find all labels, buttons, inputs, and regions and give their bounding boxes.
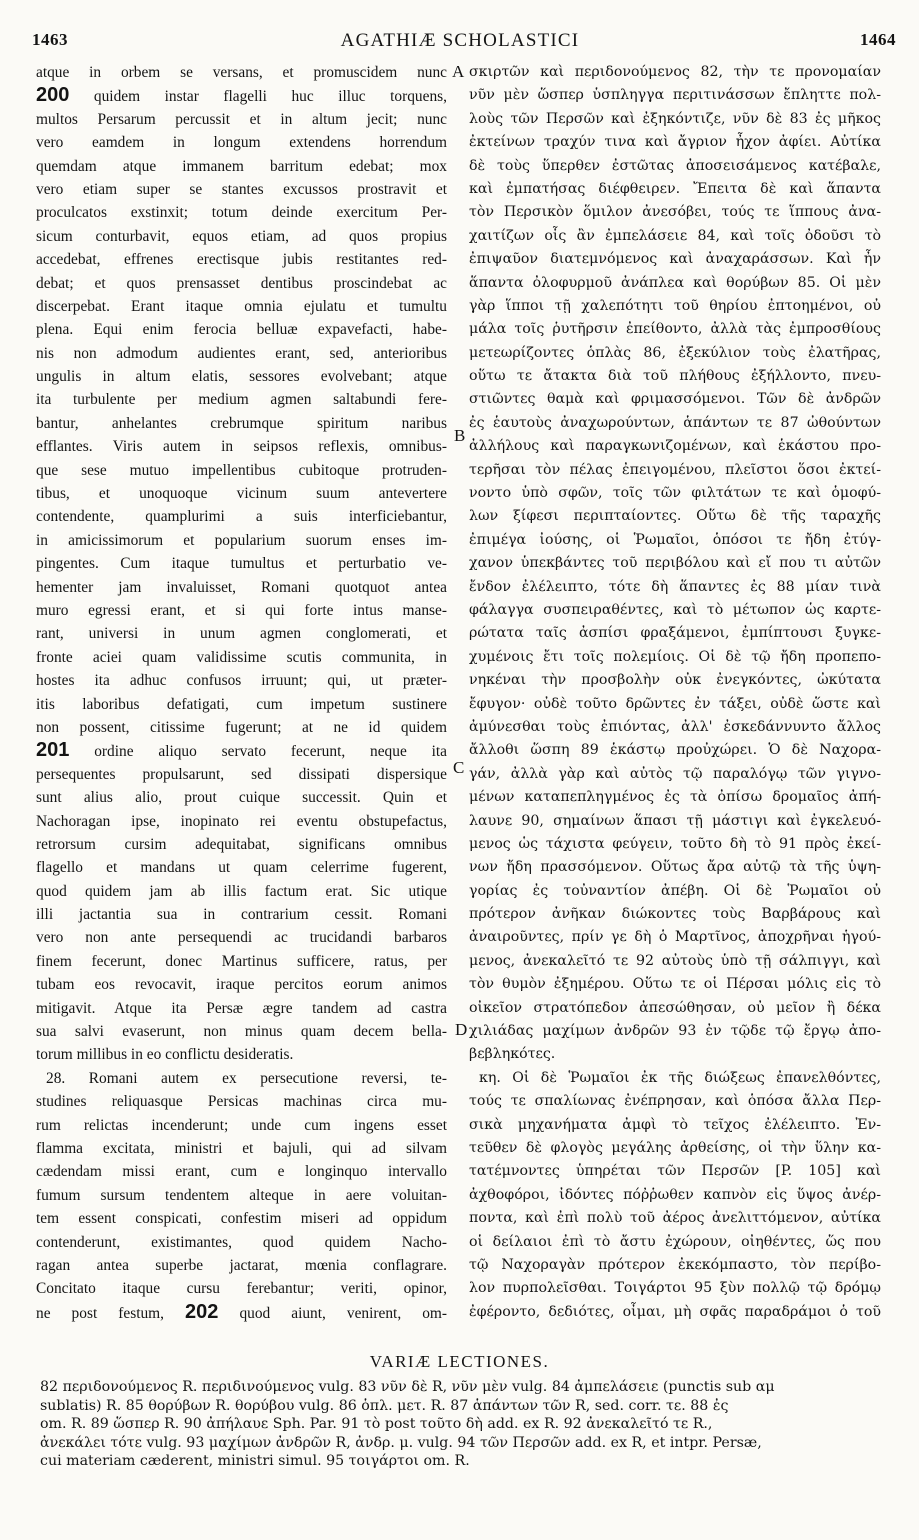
latin-text-line: ita turbulente per medium agmen saltabundi fere-	[36, 391, 447, 409]
latin-text-line: hementer jam invaluisset, Romani quotquot antea	[36, 578, 447, 596]
latin-text-line: ragan antea superbe jactarat, mœnia conflagrare.	[36, 1256, 447, 1274]
greek-text-line: οὕτω τε ἄτακτα διὰ τοῦ πλήθους ἐξήλλοντο, πνευ-	[469, 368, 881, 385]
page-number-left: 1463	[32, 30, 68, 49]
greek-text-line: μετεωρίζοντες ὁπλὰς 86, ἐξεκύλιον τοὺς ἐλατῆρας,	[469, 344, 881, 361]
latin-text-line: studines reliquasque Persicas machinas circa mu-	[36, 1093, 447, 1111]
greek-text-line: ἐφέροντο, δεδιότες, οἶμαι, μὴ σφᾶς παραδράμοι ὁ τοῦ	[469, 1303, 881, 1320]
latin-text-line: contendente, quamplurimi a suis interficiebantur,	[36, 508, 447, 526]
latin-text-line: rum relictas incenderunt; unde cum ingens esset	[36, 1116, 447, 1134]
greek-column	[469, 61, 881, 1351]
margin-letter-d: D	[455, 1020, 468, 1039]
variant-reading-line: om. R. 89 ὥσπερ R. 90 ἀπήλαυε Sph. Par. 91 τὸ post τοῦτο δὴ add. ex R. 92 ἀνεκαλεῖτό τε R.,	[40, 1416, 713, 1433]
greek-text-line: νηκέναι τὴν προσβολὴν οὐκ ἐνεγκόντες, ὠκύτατα	[469, 672, 881, 689]
latin-column	[36, 61, 447, 1351]
greek-text-line: τατέμνοντες ὑπηρέται τῶν Περσῶν [P. 105] καὶ	[469, 1163, 881, 1180]
greek-text-line: νων ἤδη πρασσόμενον. Οὕτως ἄρα αὐτῷ τὰ τῆς ὑψη-	[469, 859, 881, 876]
greek-text-line: γορίας ἐς τοὐναντίον ἀπέβη. Οἱ δὲ Ῥωμαῖοι οὐ	[469, 882, 881, 899]
latin-text-line: flagello et mandans ut quam celerrime fugerent,	[36, 859, 447, 877]
greek-text-line: τῷ Ναχοραγὰν πρότερον ἐκεκόμπαστο, τὸν περίβο-	[469, 1256, 881, 1273]
greek-text-line: χαιτίζων οἷς ἂν ἐμπελάσειε 84, καὶ τοῖς ὀδοῦσι τὸ	[469, 227, 881, 244]
greek-text-line: οἱ δείλαιοι ἐπὶ τὸ ἄστυ ἐχώρουν, οἰηθέντες, ὥς που	[469, 1233, 881, 1250]
latin-text-line: vero non ante persequendi ac trucidandi barbaros	[36, 929, 447, 947]
greek-text-line: σικὰ μηχανήματα ἀμφὶ τὸ τεῖχος ἐλέλειπτο. Ἐν-	[469, 1116, 881, 1133]
latin-text-line: hostes ita adhuc confusos irruunt; qui, ut præter-	[36, 672, 447, 690]
variant-reading-line: cui materiam cæderent, ministri simul. 95 τοιγάρτοι om. R.	[40, 1453, 470, 1470]
latin-text-line: ungulis in altum elatis, sessores evolvebant; atque	[36, 368, 447, 386]
latin-text-line: itis laboribus defatigati, cum impetum sustinere	[36, 695, 447, 713]
latin-text-line: contenderunt, existimantes, quod quidem Nacho-	[36, 1233, 447, 1251]
latin-text-line: finem fecerunt, donec Martinus sufficere, ratus, per	[36, 952, 447, 970]
greek-text-line: ἐς ἑαυτοὺς ἀναχωρούντων, ἁπάντων τε 87 ὠθούντων	[469, 414, 881, 431]
latin-text-line: torum millibus in eo conflictu desideratis.	[36, 1046, 294, 1064]
greek-text-line: βεβληκότες.	[469, 1046, 556, 1063]
margin-letter-b: B	[454, 426, 466, 445]
greek-text-line: ἄλλοθι ὥσπη 89 ἑκάστῳ προὐχώρει. Ὁ δὲ Ναχορα-	[469, 742, 881, 759]
latin-text-line: efflantes. Viris autem in seipsos reflexis, omnibus-	[36, 438, 447, 456]
latin-text-line: sua salvi evaserunt, non minus quam decem bella-	[36, 1023, 447, 1041]
greek-text-line: ἔφυγον· οὐδὲ τοῦτο δρῶντες ἐν τάξει, οὐδὲ ὥστε καὶ	[469, 695, 881, 712]
greek-text-line: τερῆσαι τὸν πέλας ἐπειγομένου, πλεῖστοι ὅσοι ἐκτεί-	[469, 461, 881, 478]
latin-text-line: sunt alius alio, prout cuique successit. Quin et	[36, 789, 447, 807]
latin-text-line: cædendam missi erant, cum e longinquo intervallo	[36, 1163, 447, 1181]
greek-text-line: τούς τε σπαλίωνας ἐνέπρησαν, καὶ ὁπόσα ἄλλα Περ-	[469, 1093, 881, 1110]
greek-text-line: φάλαγγα συσπειραθέντες, καὶ τὸ μέτωπον ὡς καρτε-	[469, 601, 881, 618]
greek-text-line: ἅπαντα ὀλοφυρμοῦ ἀνάπλεα καὶ θορύβων 85. Οἱ μὲν	[469, 274, 881, 291]
greek-text-line: μενος ὡς τάχιστα φεύγειν, τοῦτο δὴ τὸ 91 πρὸς ἐκεί-	[469, 835, 881, 852]
latin-text-line: persequentes propulsarunt, sed dissipati dispersique	[36, 765, 447, 783]
latin-text-line: pingentes. Cum itaque tumultus et perturbatio ve-	[36, 555, 447, 573]
greek-text-line: ἐπιμέγα ἰούσης, οἱ Ῥωμαῖοι, ὁπόσοι τε ἤδη ἐτύγ-	[469, 531, 881, 548]
greek-text-line: ἀμύνεσθαι τοὺς ἐπιόντας, ἀλλ' ἐσκεδάννυντο ἄλλος	[469, 718, 881, 735]
latin-text-line: que sese mutuo impellentibus cubitoque protruden-	[36, 461, 447, 479]
latin-text-line: non possent, citissime fugerunt; at ne id quidem	[36, 718, 447, 736]
greek-text-line: νῦν μὲν ὥσπερ ὑσπληγγα περιτινάσσων ἔπληττε πολ-	[469, 87, 881, 104]
greek-text-line: τεῦθεν δὲ φλογὸς μεγάλης ἀρθείσης, οἱ τὴν ὕλην κα-	[469, 1139, 881, 1156]
latin-text-line: tibus, et unoquoque vicinum suum antevertere	[36, 485, 447, 503]
latin-text-line: debat; et quos prensasset dentibus proscindebat ac	[36, 274, 447, 292]
latin-text-line: illi jactantia sua in contrarium cessit. Romani	[36, 906, 447, 924]
line-number-marker: 200	[36, 84, 70, 107]
latin-text-line: rant, universi in unum agmen conglomerati, et	[36, 625, 447, 643]
latin-text-line: 201 ordine aliquo servato fecerunt, neque ita	[36, 739, 447, 762]
page-number-right: 1464	[860, 30, 896, 49]
latin-text-line: discerpebat. Erant itaque omnia ejulatu et tumultu	[36, 297, 447, 315]
greek-text-line: καὶ ἐμπατήσας διέφθειρεν. Ἔπειτα δὲ καὶ ἅπαντα	[469, 180, 881, 197]
latin-text-line: retrorsum cursim adequitabat, significans omnibus	[36, 835, 447, 853]
variant-reading-line: ἀνεκάλει τότε vulg. 93 μαχίμων ἀνδρῶν R, ἀνδρ. μ. vulg. 94 τῶν Περσῶν add. ex R, et intpr. Persæ,	[40, 1434, 762, 1451]
greek-text-line: σκιρτῶν καὶ περιδονούμενος 82, τὴν τε προνομαίαν	[469, 64, 881, 80]
greek-text-line: ἀναιροῦντες, πρίν γε δὴ ὁ Μαρτῖνος, ἀποχρῆναι ἡγού-	[469, 929, 881, 946]
greek-text-line: τὸν θυμὸν ἐξημέρου. Οὕτω τε οἱ Πέρσαι μόλις εἰς τὸ	[469, 976, 881, 993]
greek-text-line: κη. Οἱ δὲ Ῥωμαῖοι ἐκ τῆς διώξεως ἐπανελθόντες,	[479, 1069, 881, 1086]
greek-text-line: δὲ τοὺς ὕπερθεν ἐστῶτας ἀποσεισάμενος κατέβαλε,	[469, 157, 881, 174]
latin-text-line: tem essent conspicati, confestim miseri ad oppidum	[36, 1210, 447, 1228]
greek-text-line: γὰρ ἵπποι τῇ χαλεπότητι τοῦ θηρίου ἐπτοημένοι, οὐ	[469, 297, 881, 314]
greek-text-line: ποντα, καὶ ἐπὶ πολὺ τοῦ ἀέρος ἀνελιττόμενον, αὐτίκα	[469, 1210, 881, 1227]
latin-text-line: ne post festum, 202 quod aiunt, venirent, om-	[36, 1300, 447, 1323]
latin-text-line: tubam eos revocavit, iraque percitos eorum animos	[36, 976, 447, 994]
latin-text-line: mitigavit. Atque ita Persæ ægre tandem ad castra	[36, 999, 447, 1017]
greek-text-line: οἰκεῖον στρατόπεδον ἀπεσώθησαν, οὐ μεῖον ἢ δέκα	[469, 999, 881, 1016]
latin-text-line: proculcatos exstinxit; totum deinde exercitum Per-	[36, 204, 447, 222]
line-number-marker: 201	[36, 739, 70, 762]
greek-text-line: γάν, ἀλλὰ γὰρ καὶ αὐτὸς τῷ παραλόγῳ τῶν γιγνο-	[469, 765, 881, 782]
latin-text-line: vero etiam super se stantes excussos prostravit et	[36, 180, 447, 198]
variae-lectiones-title: VARIÆ LECTIONES.	[369, 1352, 550, 1371]
greek-text-line: λον πυρπολεῖσθαι. Τοιγάρτοι 95 ξὺν πολλῷ τῷ δρόμῳ	[469, 1280, 881, 1297]
latin-text-line: multos Persarum percussit et in altum jecit; nunc	[36, 110, 447, 128]
latin-text-line: flamma excitata, ministri et bajuli, qui ad silvam	[36, 1139, 447, 1157]
latin-text-line: Concitato itaque cursu ferebantur; veriti, opinor,	[36, 1280, 447, 1298]
greek-text-line: ἔνδον ἐλέλειπτο, τότε δὴ ἅπαντες ἐς 88 μίαν τινὰ	[469, 578, 881, 595]
latin-text-line: plena. Equi enim ferocia belluæ expavefacti, habe-	[36, 321, 447, 339]
greek-text-line: ἀχθοφόροι, ἰδόντες πόῤῥωθεν καπνὸν εἰς ὕψος ἀνέρ-	[469, 1186, 881, 1203]
greek-text-line: μάλα τοῖς ῥυτῆρσιν ἐπείθοντο, ἀλλὰ τὰς ἐμπροσθίους	[469, 321, 881, 338]
line-number-marker: 202	[185, 1300, 219, 1323]
greek-text-line: ἐκτείνων τραχύν τινα καὶ ἄγριον ἦχον ἀφίει. Αὐτίκα	[469, 134, 881, 151]
running-header	[22, 30, 898, 56]
greek-text-line: χανον ὑπεκβάντες τοῦ περιβόλου καὶ εἴ που τι αὐτῶν	[469, 555, 881, 572]
greek-text-line: τὸν Περσικὸν ὅμιλον ἀνεσόβει, τούς τε ἵππους ἀνα-	[469, 204, 881, 221]
variant-reading-line: 82 περιδονούμενος R. περιδινούμενος vulg. 83 νῦν δὲ R, νῦν μὲν vulg. 84 ἀμπελάσειε (punctis sub αμ	[40, 1379, 775, 1395]
latin-text-line: bantur, anhelantes crebrumque spiritum naribus	[36, 414, 447, 432]
greek-text-line: ἐπιψαῦον διατεμνόμενος καὶ ἀναχαράσσων. Καὶ ἦν	[469, 251, 881, 268]
greek-text-line: πρότερον ἀνῆκαν διώκοντες τοὺς Βαρβάρους καὶ	[469, 906, 881, 923]
variae-lectiones-notes	[40, 1378, 886, 1471]
latin-text-line: Nachoragan ipse, inopinato rei eventu obstupefactus,	[36, 812, 447, 830]
running-title: AGATHIÆ SCHOLASTICI	[340, 30, 580, 51]
latin-text-line: sicum conturbavit, equos etiam, ad quos propius	[36, 227, 447, 245]
greek-text-line: χιλιάδας μαχίμων ἀνδρῶν 93 ἐν τῷδε τῷ ἔργῳ ἀπο-	[469, 1023, 881, 1040]
latin-text-line: accedebat, effrenes erectisque jubis restitantes red-	[36, 251, 447, 269]
latin-text-line: muro egressi erant, et si qui forte intus manse-	[36, 601, 447, 619]
latin-text-line: vero eamdem in longum extendens horrendum	[36, 134, 447, 152]
greek-text-line: στιῶντες θαμὰ καὶ φριμασσόμενοι. Τῶν δὲ ἀνδρῶν	[469, 391, 881, 408]
greek-text-line: νοντο ὑπὸ σφῶν, τοῖς τῶν φιλτάτων τε καὶ ὁμοφύ-	[469, 485, 881, 502]
latin-text-line: fumum sursum tendentem alteque in aere voluitan-	[36, 1186, 447, 1204]
greek-text-line: μένων καταπεπληγμένος ἐς τὰ ὀπίσω δρομαῖος ἀπή-	[469, 789, 881, 806]
latin-text-line: in amicissimorum et popularium suorum enses im-	[36, 531, 447, 549]
greek-text-line: ἀλλήλους καὶ παραγκωνιζομένων, καὶ ἑκάστου προ-	[469, 438, 881, 455]
latin-text-line: atque in orbem se versans, et promuscidem nunc	[36, 64, 447, 81]
greek-text-line: μενος, ἀνεκαλεῖτό τε 92 αὐτοὺς ὑπὸ τῇ σάλπιγγι, καὶ	[469, 952, 881, 969]
variant-reading-line: sublatis) R. 85 θορύβων R. θορύβου vulg. 86 ὁπλ. μετ. R. 87 ἁπάντων τῶν R, sed. corr. τε. 88 ἐς	[40, 1397, 729, 1414]
latin-text-line: quemdam atque immanem barritum edebat; mox	[36, 157, 447, 175]
latin-text-line: 28. Romani autem ex persecutione reversi, te-	[46, 1069, 447, 1087]
latin-text-line: 200 quidem instar flagelli huc illuc torquens,	[36, 84, 447, 107]
greek-text-line: ρώτατα ταῖς ἀσπίσι φραξάμενοι, ἐμπίπτουσι ξυγκε-	[469, 625, 881, 642]
greek-text-line: λαυνε 90, σημαίνων ἅπασι τῇ μάστιγι καὶ ἐγκελευό-	[469, 812, 881, 829]
latin-text-line: quod quidem jam ab illis factum erat. Sic utique	[36, 882, 447, 900]
greek-text-line: λων ξίφεσι περιπταίοντες. Οὕτω δὲ τῆς ταραχῆς	[469, 508, 881, 525]
latin-text-line: nis non admodum audientes erant, sed, anterioribus	[36, 344, 447, 362]
latin-text-line: fronte aciei quam validissime scutis communita, in	[36, 648, 447, 666]
margin-letter-a: A	[452, 62, 465, 81]
greek-text-line: λοὺς τῶν Περσῶν καὶ ἐξηκόντιζε, νῦν δὲ 83 ἐς μῆκος	[469, 110, 881, 127]
greek-text-line: χυμένοις ἔτι τοῖς πολεμίοις. Οἱ δὲ τῷ ἤδη προπεπο-	[469, 648, 881, 665]
margin-letter-c: C	[453, 758, 465, 777]
